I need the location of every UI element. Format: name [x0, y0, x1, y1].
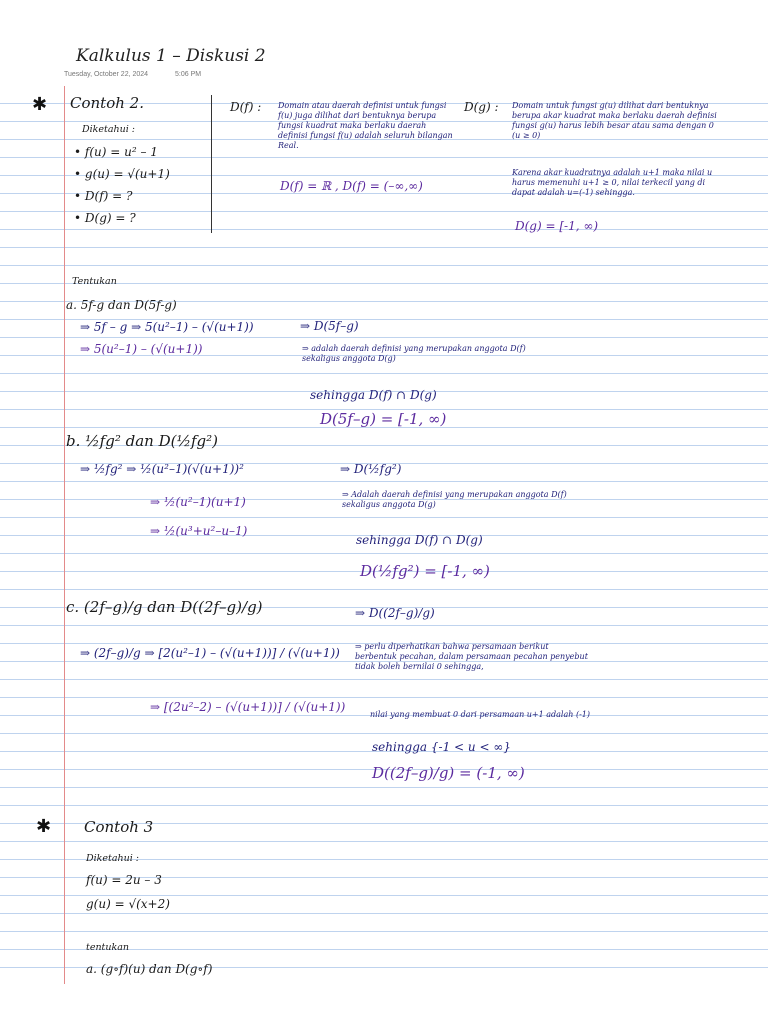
part-a-result: D(5f–g) = [-1, ∞) — [320, 410, 447, 428]
given-f: • f(u) = u² – 1 — [74, 145, 158, 159]
df-note: Domain atau daerah definisi untuk fungsi f(u) juga dilihat dari bentuknya berupa fungsi kuadrat maka berlaku daerah definisi fungsi f(u) adalah seluruh bilangan Real. — [278, 101, 453, 150]
tentukan-heading: Tentukan — [72, 276, 117, 287]
part-a-line2: ⇒ 5(u²–1) – (√(u+1)) — [80, 342, 203, 356]
dg-label: D(g) : — [464, 100, 499, 114]
part-a-note: ⇒ adalah daerah definisi yang merupakan anggota D(f) sekaligus anggota D(g) — [302, 344, 526, 363]
page-title: Kalkulus 1 – Diskusi 2 — [76, 46, 266, 66]
part-a-sehingga: sehingga D(f) ∩ D(g) — [310, 388, 437, 402]
df-result: D(f) = ℝ , D(f) = (–∞,∞) — [280, 179, 423, 193]
contoh3-g: g(u) = √(x+2) — [86, 897, 170, 911]
part-b-line2: ⇒ ½(u²–1)(u+1) — [150, 495, 246, 509]
part-b-sehingga: sehingga D(f) ∩ D(g) — [356, 533, 483, 547]
given-df: • D(f) = ? — [74, 189, 133, 203]
page-time: 5:06 PM — [175, 71, 202, 78]
star-icon: ✱ — [32, 94, 48, 115]
margin-line — [64, 86, 65, 984]
column-divider — [211, 95, 212, 233]
dg-note-1: Domain untuk fungsi g(u) dilihat dari bentuknya berupa akar kuadrat maka berlaku daerah definisi fungsi g(u) harus lebih besar atau sama dengan 0 (u ≥ 0) — [512, 101, 717, 140]
part-c-label: c. (2f–g)/g dan D((2f–g)/g) — [66, 598, 263, 616]
star-icon: ✱ — [36, 816, 52, 837]
part-c-line1: ⇒ (2f–g)/g ⇒ [2(u²–1) – (√(u+1))] / (√(u+1)) — [80, 646, 340, 660]
part-b-line1: ⇒ ½fg² ⇒ ½(u²–1)(√(u+1))² — [80, 462, 244, 476]
contoh2-heading: Contoh 2. — [70, 94, 144, 112]
part-c-note: ⇒ perlu diperhatikan bahwa persamaan berikut berbentuk pecahan, dalam persamaan pecahan penyebut tidak boleh bernilai 0 sehingga, — [355, 642, 588, 671]
part-c-sehingga: sehingga {-1 < u < ∞} — [372, 740, 511, 754]
part-c-result: D((2f–g)/g) = (-1, ∞) — [372, 764, 525, 782]
contoh3-diketahui: Diketahui : — [86, 853, 140, 864]
given-dg: • D(g) = ? — [74, 211, 136, 225]
contoh3-tentukan: tentukan — [86, 942, 130, 953]
page-date: Tuesday, October 22, 2024 — [64, 71, 149, 78]
part-a-line1: ⇒ 5f – g ⇒ 5(u²–1) – (√(u+1)) — [80, 320, 254, 334]
contoh3-heading: Contoh 3 — [84, 818, 154, 836]
page-footer-area — [0, 984, 768, 1024]
part-c-line2: ⇒ [(2u²–2) – (√(u+1))] / (√(u+1)) — [150, 700, 346, 714]
part-c-right1: ⇒ D((2f–g)/g) — [355, 606, 435, 620]
contoh3-f: f(u) = 2u – 3 — [86, 873, 162, 887]
part-b-note: ⇒ Adalah daerah definisi yang merupakan anggota D(f) sekaligus anggota D(g) — [342, 490, 567, 509]
contoh3-part-a: a. (g∘f)(u) dan D(g∘f) — [86, 962, 213, 976]
part-a-right1: ⇒ D(5f–g) — [300, 319, 359, 333]
part-b-right1: ⇒ D(½fg²) — [340, 462, 402, 476]
df-label: D(f) : — [230, 100, 262, 114]
contoh2-diketahui: Diketahui : — [82, 124, 136, 135]
part-b-label: b. ½fg² dan D(½fg²) — [66, 432, 219, 450]
part-a-label: a. 5f-g dan D(5f-g) — [66, 298, 177, 312]
dg-result: D(g) = [-1, ∞) — [515, 219, 599, 233]
dg-note-2: Karena akar kuadratnya adalah u+1 maka nilai u harus memenuhi u+1 ≥ 0, nilai terkecil yang di dapat adalah u=(-1) sehingga. — [512, 168, 713, 197]
part-c-note2: nilai yang membuat 0 dari persamaan u+1 adalah (-1) — [370, 710, 590, 719]
part-b-line3: ⇒ ½(u³+u²–u–1) — [150, 524, 248, 538]
given-g: • g(u) = √(u+1) — [74, 167, 170, 181]
part-b-result: D(½fg²) = [-1, ∞) — [360, 562, 490, 580]
